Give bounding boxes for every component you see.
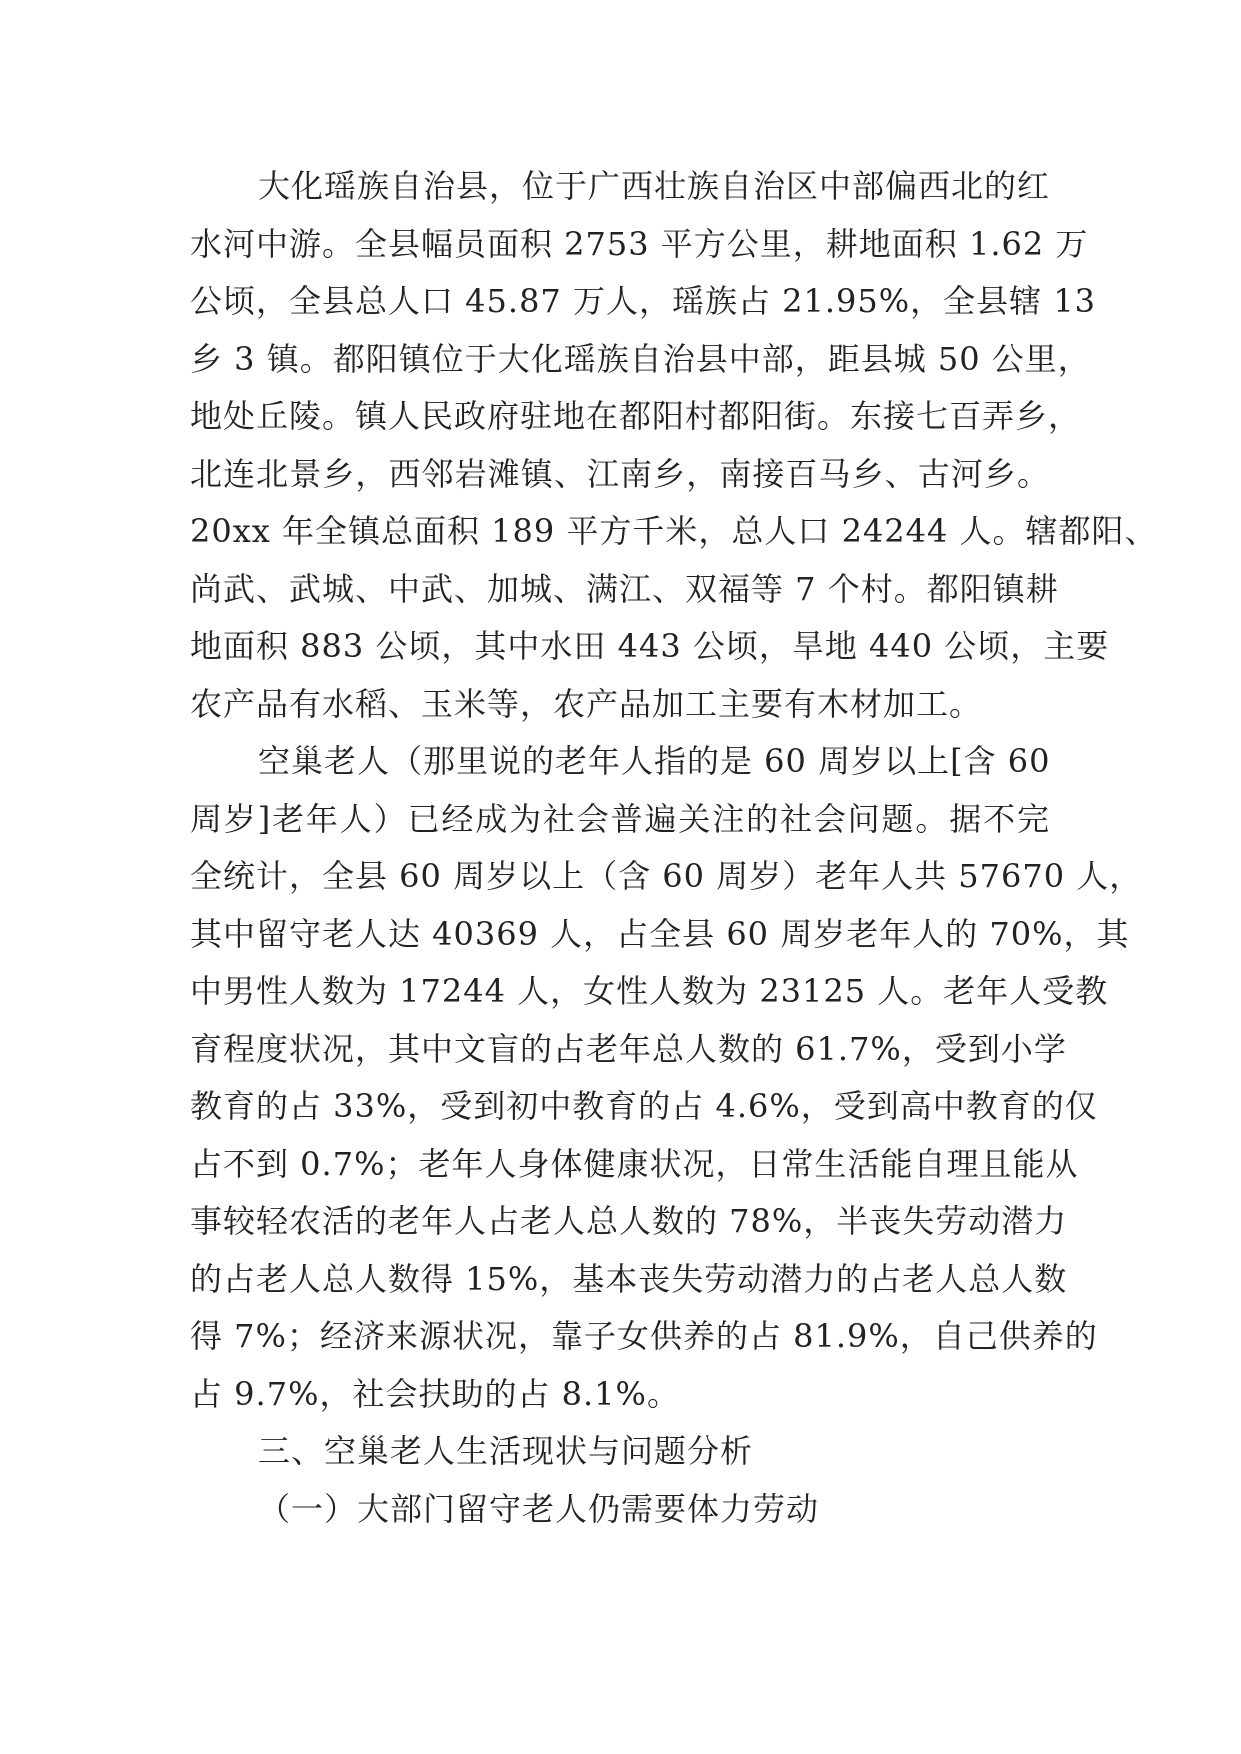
subsection-heading: （一）大部门留守老人仍需要体力劳动 (258, 1489, 820, 1528)
text-line: 教育的占 33%，受到初中教育的占 4.6%，受到高中教育的仅 (190, 1087, 1098, 1125)
text-line: 大化瑶族自治县，位于广西壮族自治区中部偏西北的红 (258, 167, 1051, 205)
paragraph-empty-nest-elderly (190, 733, 1143, 1423)
text-line: 事较轻农活的老年人占老人总人数的 78%，半丧失劳动潜力 (190, 1202, 1068, 1240)
document-body (190, 158, 1158, 1538)
text-line: 的占老人总人数得 15%，基本丧失劳动潜力的占老人总人数 (190, 1259, 1068, 1298)
text-line: 占 9.7%，社会扶助的占 8.1%。 (190, 1374, 680, 1413)
text-line: 中男性人数为 17244 人，女性人数为 23125 人。老年人受教 (190, 972, 1109, 1010)
text-line: 周岁]老年人）已经成为社会普遍关注的社会问题。据不完 (190, 799, 1050, 838)
text-line: 乡 3 镇。都阳镇位于大化瑶族自治县中部，距县城 50 公里， (190, 339, 1091, 378)
section-heading: 三、空巢老人生活现状与问题分析 (258, 1432, 754, 1470)
text-line: 北连北景乡，西邻岩滩镇、江南乡，南接百马乡、古河乡。 (190, 454, 1050, 493)
text-line: 地处丘陵。镇人民政府驻地在都阳村都阳街。东接七百弄乡， (190, 397, 1082, 435)
text-line: 水河中游。全县幅员面积 2753 平方公里，耕地面积 1.62 万 (190, 224, 1089, 263)
text-line: 空巢老人（那里说的老年人指的是 60 周岁以上[含 60 (258, 742, 1051, 780)
text-line: 得 7%；经济来源状况，靠子女供养的占 81.9%，自己供养的 (190, 1317, 1098, 1355)
text-line: 农产品有水稻、玉米等，农产品加工主要有木材加工。 (190, 684, 983, 723)
text-line: 20xx 年全镇总面积 189 平方千米，总人口 24244 人。辖都阳、 (190, 512, 1158, 550)
text-line: 占不到 0.7%；老年人身体健康状况，日常生活能自理且能从 (190, 1144, 1079, 1183)
text-line: 地面积 883 公顷，其中水田 443 公顷，旱地 440 公顷，主要 (190, 627, 1110, 665)
text-line: 其中留守老人达 40369 人，占全县 60 周岁老年人的 70%，其 (190, 914, 1130, 953)
text-line: 育程度状况，其中文盲的占老年总人数的 61.7%，受到小学 (190, 1029, 1067, 1068)
text-line: 公顷，全县总人口 45.87 万人，瑶族占 21.95%，全县辖 13 (190, 282, 1097, 320)
paragraph-county-overview (190, 158, 1158, 733)
text-line: 尚武、武城、中武、加城、满江、双福等 7 个村。都阳镇耕 (190, 569, 1059, 608)
text-line: 全统计，全县 60 周岁以上（含 60 周岁）老年人共 57670 人， (190, 857, 1143, 895)
